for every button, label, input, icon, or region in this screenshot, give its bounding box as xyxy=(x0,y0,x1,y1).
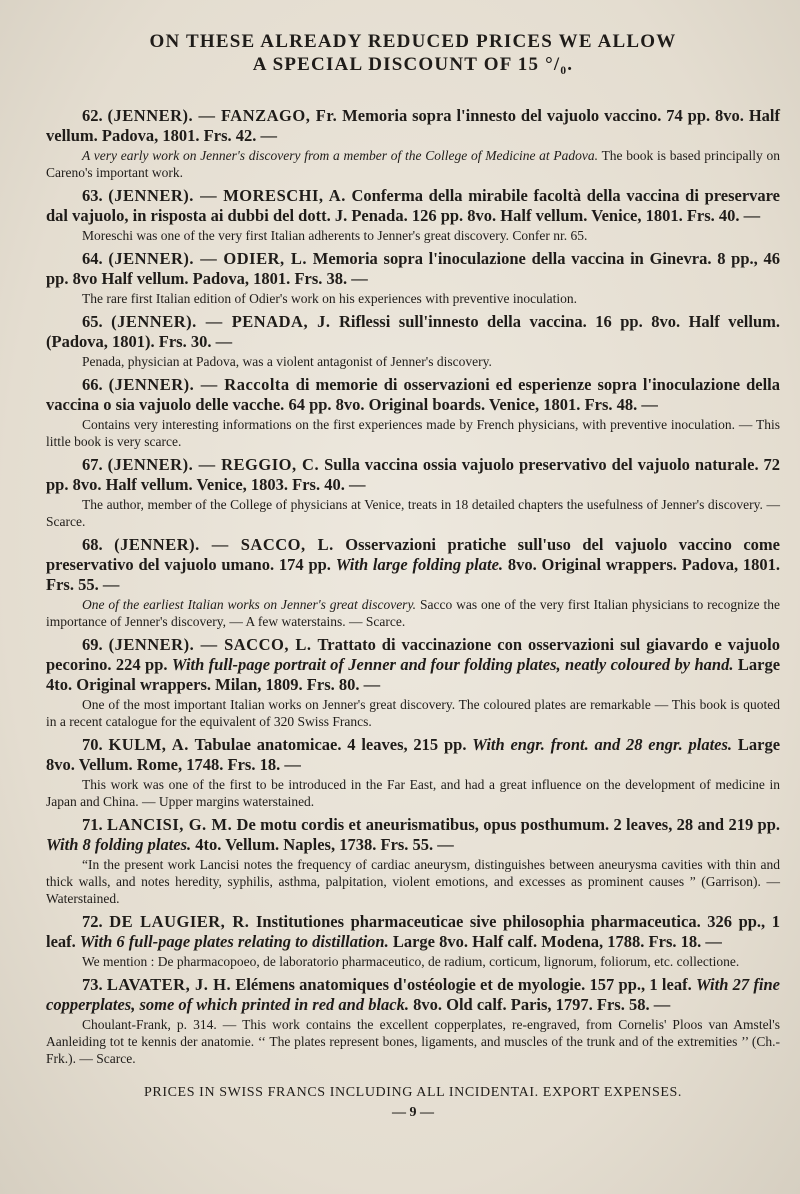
entry-number: 64. xyxy=(82,249,103,268)
entry-note xyxy=(46,496,780,530)
catalogue-entry xyxy=(46,312,780,370)
catalogue-entry xyxy=(46,635,780,730)
entry-number: 70. xyxy=(82,735,103,754)
entry-price: Frs. 30. — xyxy=(158,332,233,351)
entry-heading xyxy=(46,249,780,289)
catalogue-entry xyxy=(46,912,780,970)
entry-note xyxy=(46,596,780,630)
entry-note-text: Choulant-Frank, p. 314. — This work contains the excellent copperplates, re-engraved, from Cornelis' Ploos van Amstel's Aanleiding tot te kennis der anatomie. ‘‘ The plates represent bones, ligaments, and muscles of the trunk and of the extremities ’’ (Ch.-Frk.). — Scarce. xyxy=(46,1017,780,1066)
entry-author: (JENNER). — MORESCHI, A. xyxy=(108,186,346,205)
entry-illustrations: With full-page portrait of Jenner and four folding plates, neatly coloured by hand. xyxy=(171,655,734,674)
catalogue-entries xyxy=(46,106,780,1067)
entry-author: LAVATER, J. H. xyxy=(106,975,232,994)
entry-author: (JENNER). — SACCO, L. xyxy=(114,535,334,554)
entry-collation: 224 pp. xyxy=(115,655,168,674)
entry-author: DE LAUGIER, R. xyxy=(109,912,250,931)
entry-note xyxy=(46,290,780,307)
entry-author: LANCISI, G. M. xyxy=(106,815,233,834)
entry-title: Memoria sopra l'innesto del vajuolo vaccino. xyxy=(342,106,662,125)
entry-collation: 326 pp., 1 leaf. xyxy=(46,912,780,951)
entry-heading xyxy=(46,375,780,415)
entry-title: Sulla vaccina ossia vajuolo preservativo del vajuolo naturale. xyxy=(324,455,759,474)
entry-price: Frs. 48. — xyxy=(584,395,658,414)
entry-price: Frs. 18. — xyxy=(648,932,722,951)
entry-author: (JENNER). — FANZAGO, Fr. xyxy=(107,106,338,125)
header-line-2: A SPECIAL DISCOUNT OF 15 °/₀. xyxy=(252,54,574,75)
entry-number: 66. xyxy=(82,375,103,394)
entry-number: 71. xyxy=(82,815,103,834)
entry-collation: 8 pp., 46 pp. 8vo Half vellum. Padova, 1801. xyxy=(46,249,781,288)
entry-note-italic: A very early work on Jenner's discovery from a member of the College of Medicine at Padova. xyxy=(82,148,599,163)
entry-note-italic: One of the earliest Italian works on Jenner's great discovery. xyxy=(82,597,417,612)
catalogue-entry xyxy=(46,455,780,530)
entry-illustrations: With large folding plate. xyxy=(335,555,504,574)
entry-illustrations: With 27 fine copperplates, some of which printed in red and black. xyxy=(46,975,780,1014)
entry-note xyxy=(46,353,780,370)
page-number: — 9 — xyxy=(392,1105,434,1120)
entry-note xyxy=(46,776,780,810)
entry-note-text: Penada, physician at Padova, was a violent antagonist of Jenner's discovery. xyxy=(82,354,492,369)
entry-number: 69. xyxy=(82,635,103,654)
entry-illustrations: With engr. front. and 28 engr. plates. xyxy=(472,735,733,754)
entry-collation: 174 pp. xyxy=(278,555,331,574)
entry-format: 8vo. Old calf. Paris, 1797. xyxy=(413,995,593,1014)
entry-note-text: The rare first Italian edition of Odier's work on his experiences with preventive inoculation. xyxy=(82,291,578,306)
entry-collation: 126 pp. 8vo. Half vellum. Venice, 1801. xyxy=(411,206,683,225)
discount-header xyxy=(46,30,780,76)
entry-price: Frs. 55. — xyxy=(46,575,120,594)
catalogue-entry xyxy=(46,735,780,810)
entry-collation: 16 pp. 8vo. Half vellum. (Padova, 1801). xyxy=(46,312,781,351)
entry-note xyxy=(46,953,780,970)
entry-note xyxy=(46,856,780,907)
entry-heading xyxy=(46,455,780,495)
entry-price: Frs. 55. — xyxy=(380,835,454,854)
entry-price: Frs. 40. — xyxy=(686,206,761,225)
entry-format: 8vo. Original wrappers. Padova, 1801. xyxy=(507,555,781,574)
catalogue-entry xyxy=(46,815,780,907)
entry-note-text: We mention : De pharmacopoeo, de laboratorio pharmaceutico, de radium, corticum, lignorum, foliorum, etc. collectione. xyxy=(82,954,740,969)
entry-note xyxy=(46,1016,780,1067)
entry-number: 72. xyxy=(82,912,103,931)
entry-price: Frs. 42. — xyxy=(203,126,277,145)
entry-price: Frs. 38. — xyxy=(294,269,368,288)
entry-title: Institutiones pharmaceuticae sive philosophia pharmaceutica. xyxy=(255,912,701,931)
entry-note-text: The author, member of the College of physicians at Venice, treats in 18 detailed chapters the usefulness of Jenner's discovery. — Scarce. xyxy=(46,497,780,529)
entry-number: 67. xyxy=(82,455,103,474)
entry-collation: 64 pp. 8vo. Original boards. Venice, 1801. xyxy=(288,395,581,414)
entry-collation: 4 leaves, 215 pp. xyxy=(347,735,467,754)
entry-number: 65. xyxy=(82,312,103,331)
entry-note xyxy=(46,227,780,244)
entry-collation: 157 pp., 1 leaf. xyxy=(589,975,692,994)
entry-heading xyxy=(46,735,780,775)
entry-price: Frs. 18. — xyxy=(227,755,301,774)
entry-note-text: The book is based principally on Careno's important work. xyxy=(46,148,780,180)
catalogue-entry xyxy=(46,249,780,307)
entry-note-text: One of the most important Italian works on Jenner's great discovery. The coloured plates are remarkable — This book is quoted in a recent catalogue for the equivalent of 320 Swiss Francs. xyxy=(46,697,780,729)
catalogue-entry xyxy=(46,535,780,630)
entry-title: di memorie di osservazioni ed esperienze sopra l'inoculazione della vaccina o sia vajuolo delle vacche. xyxy=(46,375,781,414)
entry-title: Tabulae anatomicae. xyxy=(194,735,342,754)
entry-collation: 2 leaves, 28 and 219 pp. xyxy=(613,815,781,834)
entry-heading xyxy=(46,815,780,855)
entry-title: Riflessi sull'innesto della vaccina. xyxy=(338,312,587,331)
entry-price: Frs. 80. — xyxy=(306,675,381,694)
entry-number: 68. xyxy=(82,535,103,554)
entry-author: (JENNER). — ODIER, L. xyxy=(108,249,308,268)
entry-author: (JENNER). — SACCO, L. xyxy=(108,635,312,654)
entry-note-text: Moreschi was one of the very first Italian adherents to Jenner's great discovery. Confer nr. 65. xyxy=(82,228,588,243)
entry-title: Memoria sopra l'inoculazione della vaccina in Ginevra. xyxy=(312,249,712,268)
entry-heading xyxy=(46,312,780,352)
entry-note xyxy=(46,416,780,450)
entry-collation: 74 pp. 8vo. Half vellum. Padova, 1801. xyxy=(46,106,780,145)
entry-author: (JENNER). — PENADA, J. xyxy=(111,312,331,331)
entry-heading xyxy=(46,106,780,146)
entry-author: KULM, A. xyxy=(108,735,189,754)
entry-note-text: Sacco was one of the very first Italian physicians to recognize the importance of Jenner's discovery, — A few waterstains. — Scarce. xyxy=(46,597,781,629)
entry-number: 62. xyxy=(82,106,103,125)
entry-collation: 72 pp. 8vo. Half vellum. Venice, 1803. xyxy=(46,455,781,494)
entry-title: Osservazioni pratiche sull'uso del vajuolo vaccino come preservativo del vajuolo umano. xyxy=(46,535,780,574)
entry-note-text: This work was one of the first to be introduced in the Far East, and had a great influence on the development of medicine in Japan and China. — Upper margins waterstained. xyxy=(46,777,780,809)
entry-format: 4to. Vellum. Naples, 1738. xyxy=(195,835,377,854)
entry-heading xyxy=(46,535,780,595)
entry-heading xyxy=(46,912,780,952)
entry-format: Large 4to. Original wrappers. Milan, 1809. xyxy=(46,655,781,694)
catalogue-entry xyxy=(46,375,780,450)
entry-illustrations: With 8 folding plates. xyxy=(46,835,192,854)
catalogue-entry xyxy=(46,106,780,181)
entry-title: Conferma della mirabile facoltà della vaccina di preservare dal vajuolo, in risposta ai dubbi del dott. J. Penada. xyxy=(46,186,781,225)
entry-heading xyxy=(46,975,780,1015)
entry-price: Frs. 40. — xyxy=(292,475,366,494)
entry-format: Large 8vo. Half calf. Modena, 1788. xyxy=(392,932,645,951)
entry-author: (JENNER). — Raccolta xyxy=(108,375,290,394)
entry-number: 63. xyxy=(82,186,103,205)
entry-note xyxy=(46,147,780,181)
entry-note-text: “In the present work Lancisi notes the frequency of cardiac aneurysm, distinguishes between aneurysma cavities with thin and thick walls, and notes heredity, syphilis, asthma, palpitation, violent emotions, and excesses as prominent causes ” (Garrison). — Waterstained. xyxy=(46,857,780,906)
catalogue-entry xyxy=(46,975,780,1067)
header-line-1: ON THESE ALREADY REDUCED PRICES WE ALLOW xyxy=(149,31,677,52)
entry-title: De motu cordis et aneurismatibus, opus posthumum. xyxy=(236,815,610,834)
entry-illustrations: With 6 full-page plates relating to distillation. xyxy=(79,932,389,951)
entry-price: Frs. 58. — xyxy=(596,995,671,1014)
price-notice: PRICES IN SWISS FRANCS INCLUDING ALL INCIDENTAI. EXPORT EXPENSES. xyxy=(144,1085,682,1100)
entry-note xyxy=(46,696,780,730)
catalogue-entry xyxy=(46,186,780,244)
entry-title: Trattato di vaccinazione con osservazioni sul giavardo e vajuolo pecorino. xyxy=(46,635,781,674)
entry-note-text: Contains very interesting informations on the first experiences made by French physicians, with preventive inoculation. — This little book is very scarce. xyxy=(46,417,780,449)
entry-heading xyxy=(46,635,780,695)
entry-title: Elémens anatomiques d'ostéologie et de myologie. xyxy=(235,975,586,994)
entry-heading xyxy=(46,186,780,226)
entry-author: (JENNER). — REGGIO, C. xyxy=(107,455,320,474)
entry-number: 73. xyxy=(82,975,103,994)
entry-format: Large 8vo. Vellum. Rome, 1748. xyxy=(46,735,781,774)
